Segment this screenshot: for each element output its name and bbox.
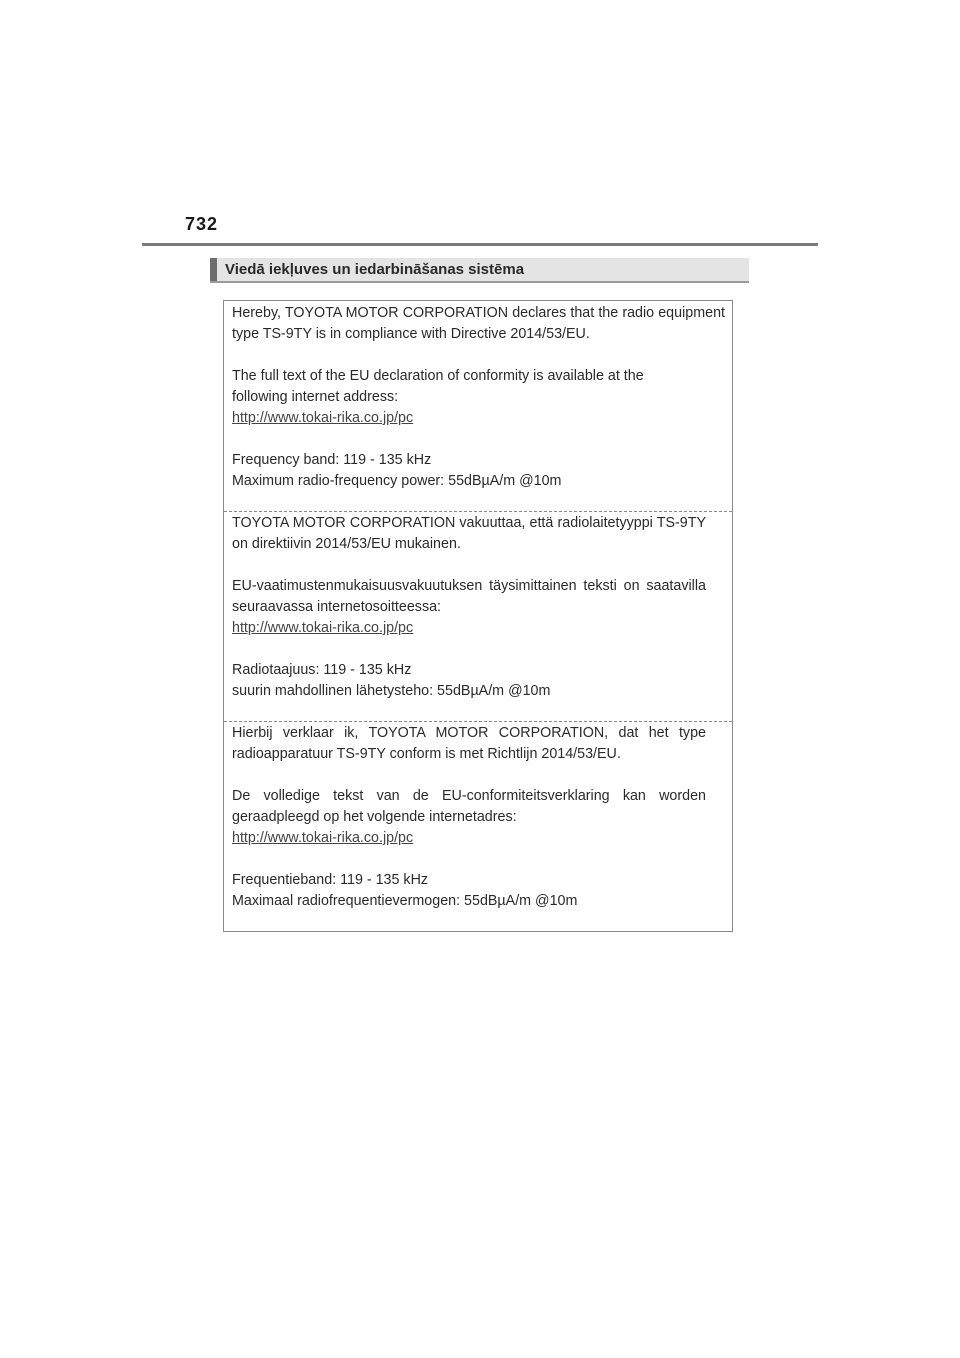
max-power: Maximaal radiofrequentievermogen: 55dBµA/m @10m [232,893,578,909]
declaration-link[interactable]: http://www.tokai-rika.co.jp/pc [232,410,414,426]
declaration-text: Hierbij verklaar ik, TOYOTA MOTOR CORPORATION, dat het type radioapparatuur TS-9TY conform is met Richtlijn 2014/53/EU. [232,725,706,762]
frequency-band: Frequency band: 119 - 135 kHz [232,452,432,468]
frequency-band: Frequentieband: 119 - 135 kHz [232,872,429,888]
frequency-band: Radiotaajuus: 119 - 135 kHz [232,662,412,678]
declaration-box [223,300,733,932]
declaration-text: TOYOTA MOTOR CORPORATION vakuuttaa, että radiolaitetyyppi TS-9TY on direktiivin 2014/53/EU mukainen. [232,515,706,552]
section-title: Viedā iekļuves un iedarbināšanas sistēma [225,261,525,278]
section-header [210,258,749,283]
specs-section [232,450,725,492]
declaration-text: Hereby, TOYOTA MOTOR CORPORATION declares that the radio equipment type TS-9TY is in compliance with Directive 2014/53/EU. [232,305,725,342]
declaration-link[interactable]: http://www.tokai-rika.co.jp/pc [232,620,414,636]
max-power: Maximum radio-frequency power: 55dBµA/m @10m [232,473,562,489]
page-number: 732 [185,214,219,234]
declaration-link[interactable]: http://www.tokai-rika.co.jp/pc [232,830,414,846]
fulltext-section [232,366,725,429]
fulltext-intro: EU-vaatimustenmukaisuusvakuutuksen täysimittainen teksti on saatavilla seuraavassa internetosoitteessa: [232,578,706,615]
specs-section [232,660,706,702]
header-rule [142,243,818,246]
specs-section [232,870,706,912]
fulltext-section [232,786,706,849]
fulltext-section [232,576,706,639]
fulltext-intro: The full text of the EU declaration of conformity is available at the following internet address: [232,368,644,405]
declaration-block-dutch [224,722,732,932]
max-power: suurin mahdollinen lähetysteho: 55dBµA/m @10m [232,683,551,699]
declaration-block-english [224,302,732,512]
section-header-bar [210,258,217,281]
declaration-block-finnish [224,512,732,722]
fulltext-intro: De volledige tekst van de EU-conformiteitsverklaring kan worden geraadpleegd op het volgende internetadres: [232,788,706,825]
